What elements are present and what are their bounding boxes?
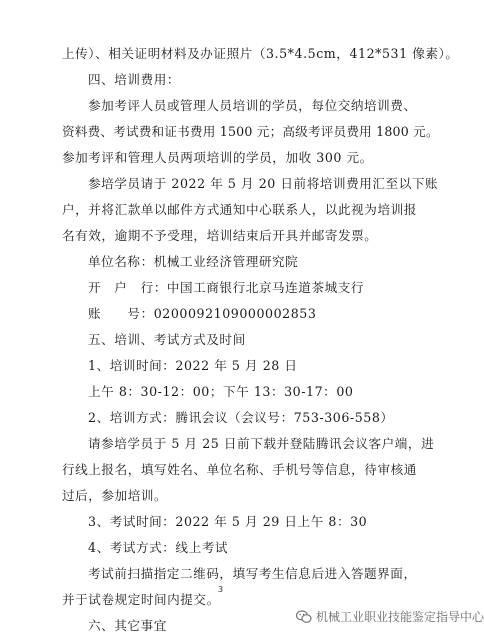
exam-time: 3、考试时间：2022 年 5 月 29 日上午 8：30 bbox=[88, 514, 368, 529]
watermark bbox=[296, 608, 484, 625]
account-number: 账 号：0200092109000002853 bbox=[88, 306, 317, 321]
watermark-text: 机械工业职业技能鉴定指导中心 bbox=[316, 610, 484, 624]
text-line-1: 上传）、相关证明材料及办证照片（3.5*4.5cm，412*531 像素）。 bbox=[62, 46, 459, 61]
text-line-21: 考试前扫描指定二维码，填写考生信息后进入答题界面， bbox=[88, 566, 417, 581]
text-line-4: 资料费、考试费和证书费用 1500 元；高级考评员费用 1800 元。 bbox=[62, 124, 439, 139]
section-heading-schedule: 五、培训、考试方式及时间 bbox=[88, 332, 246, 347]
account-bank: 开 户 行：中国工商银行北京马连道茶城支行 bbox=[88, 280, 365, 295]
text-line-8: 名有效，逾期不予受理，培训结束后开具并邮寄发票。 bbox=[62, 228, 378, 243]
text-line-16: 请参培学员于 5 月 25 日前下载并登陆腾讯会议客户端，进 bbox=[88, 436, 435, 451]
text-line-3: 参加考评人员或管理人员培训的学员，每位交纳培训费、 bbox=[88, 98, 417, 113]
text-line-5: 参加考评和管理人员两项培训的学员，加收 300 元。 bbox=[62, 150, 373, 165]
training-method: 2、培训方式：腾讯会议（会议号：753-306-558） bbox=[88, 410, 394, 425]
training-time: 1、培训时间：2022 年 5 月 28 日 bbox=[88, 358, 298, 373]
text-line-7: 户，并将汇款单以邮件方式通知中心联系人，以此视为培训报 bbox=[62, 202, 417, 217]
account-name: 单位名称：机械工业经济管理研究院 bbox=[88, 254, 299, 269]
text-line-22: 并于试卷规定时间内提交。 bbox=[62, 592, 220, 607]
section-heading-fees: 四、培训费用： bbox=[88, 72, 181, 87]
section-heading-other: 六、其它事宜 bbox=[88, 618, 167, 633]
text-line-17: 行线上报名，填写姓名、单位名称、手机号等信息，待审核通 bbox=[62, 462, 417, 477]
exam-method: 4、考试方式：线上考试 bbox=[88, 540, 228, 555]
page-number: 3 bbox=[218, 585, 224, 594]
training-hours: 上午 8：30-12：00；下午 13：30-17：00 bbox=[88, 384, 354, 399]
text-line-6: 参培学员请于 2022 年 5 月 20 日前将培训费用汇至以下账 bbox=[88, 176, 439, 191]
wechat-icon bbox=[296, 610, 312, 624]
text-line-18: 过后，参加培训。 bbox=[62, 488, 168, 503]
